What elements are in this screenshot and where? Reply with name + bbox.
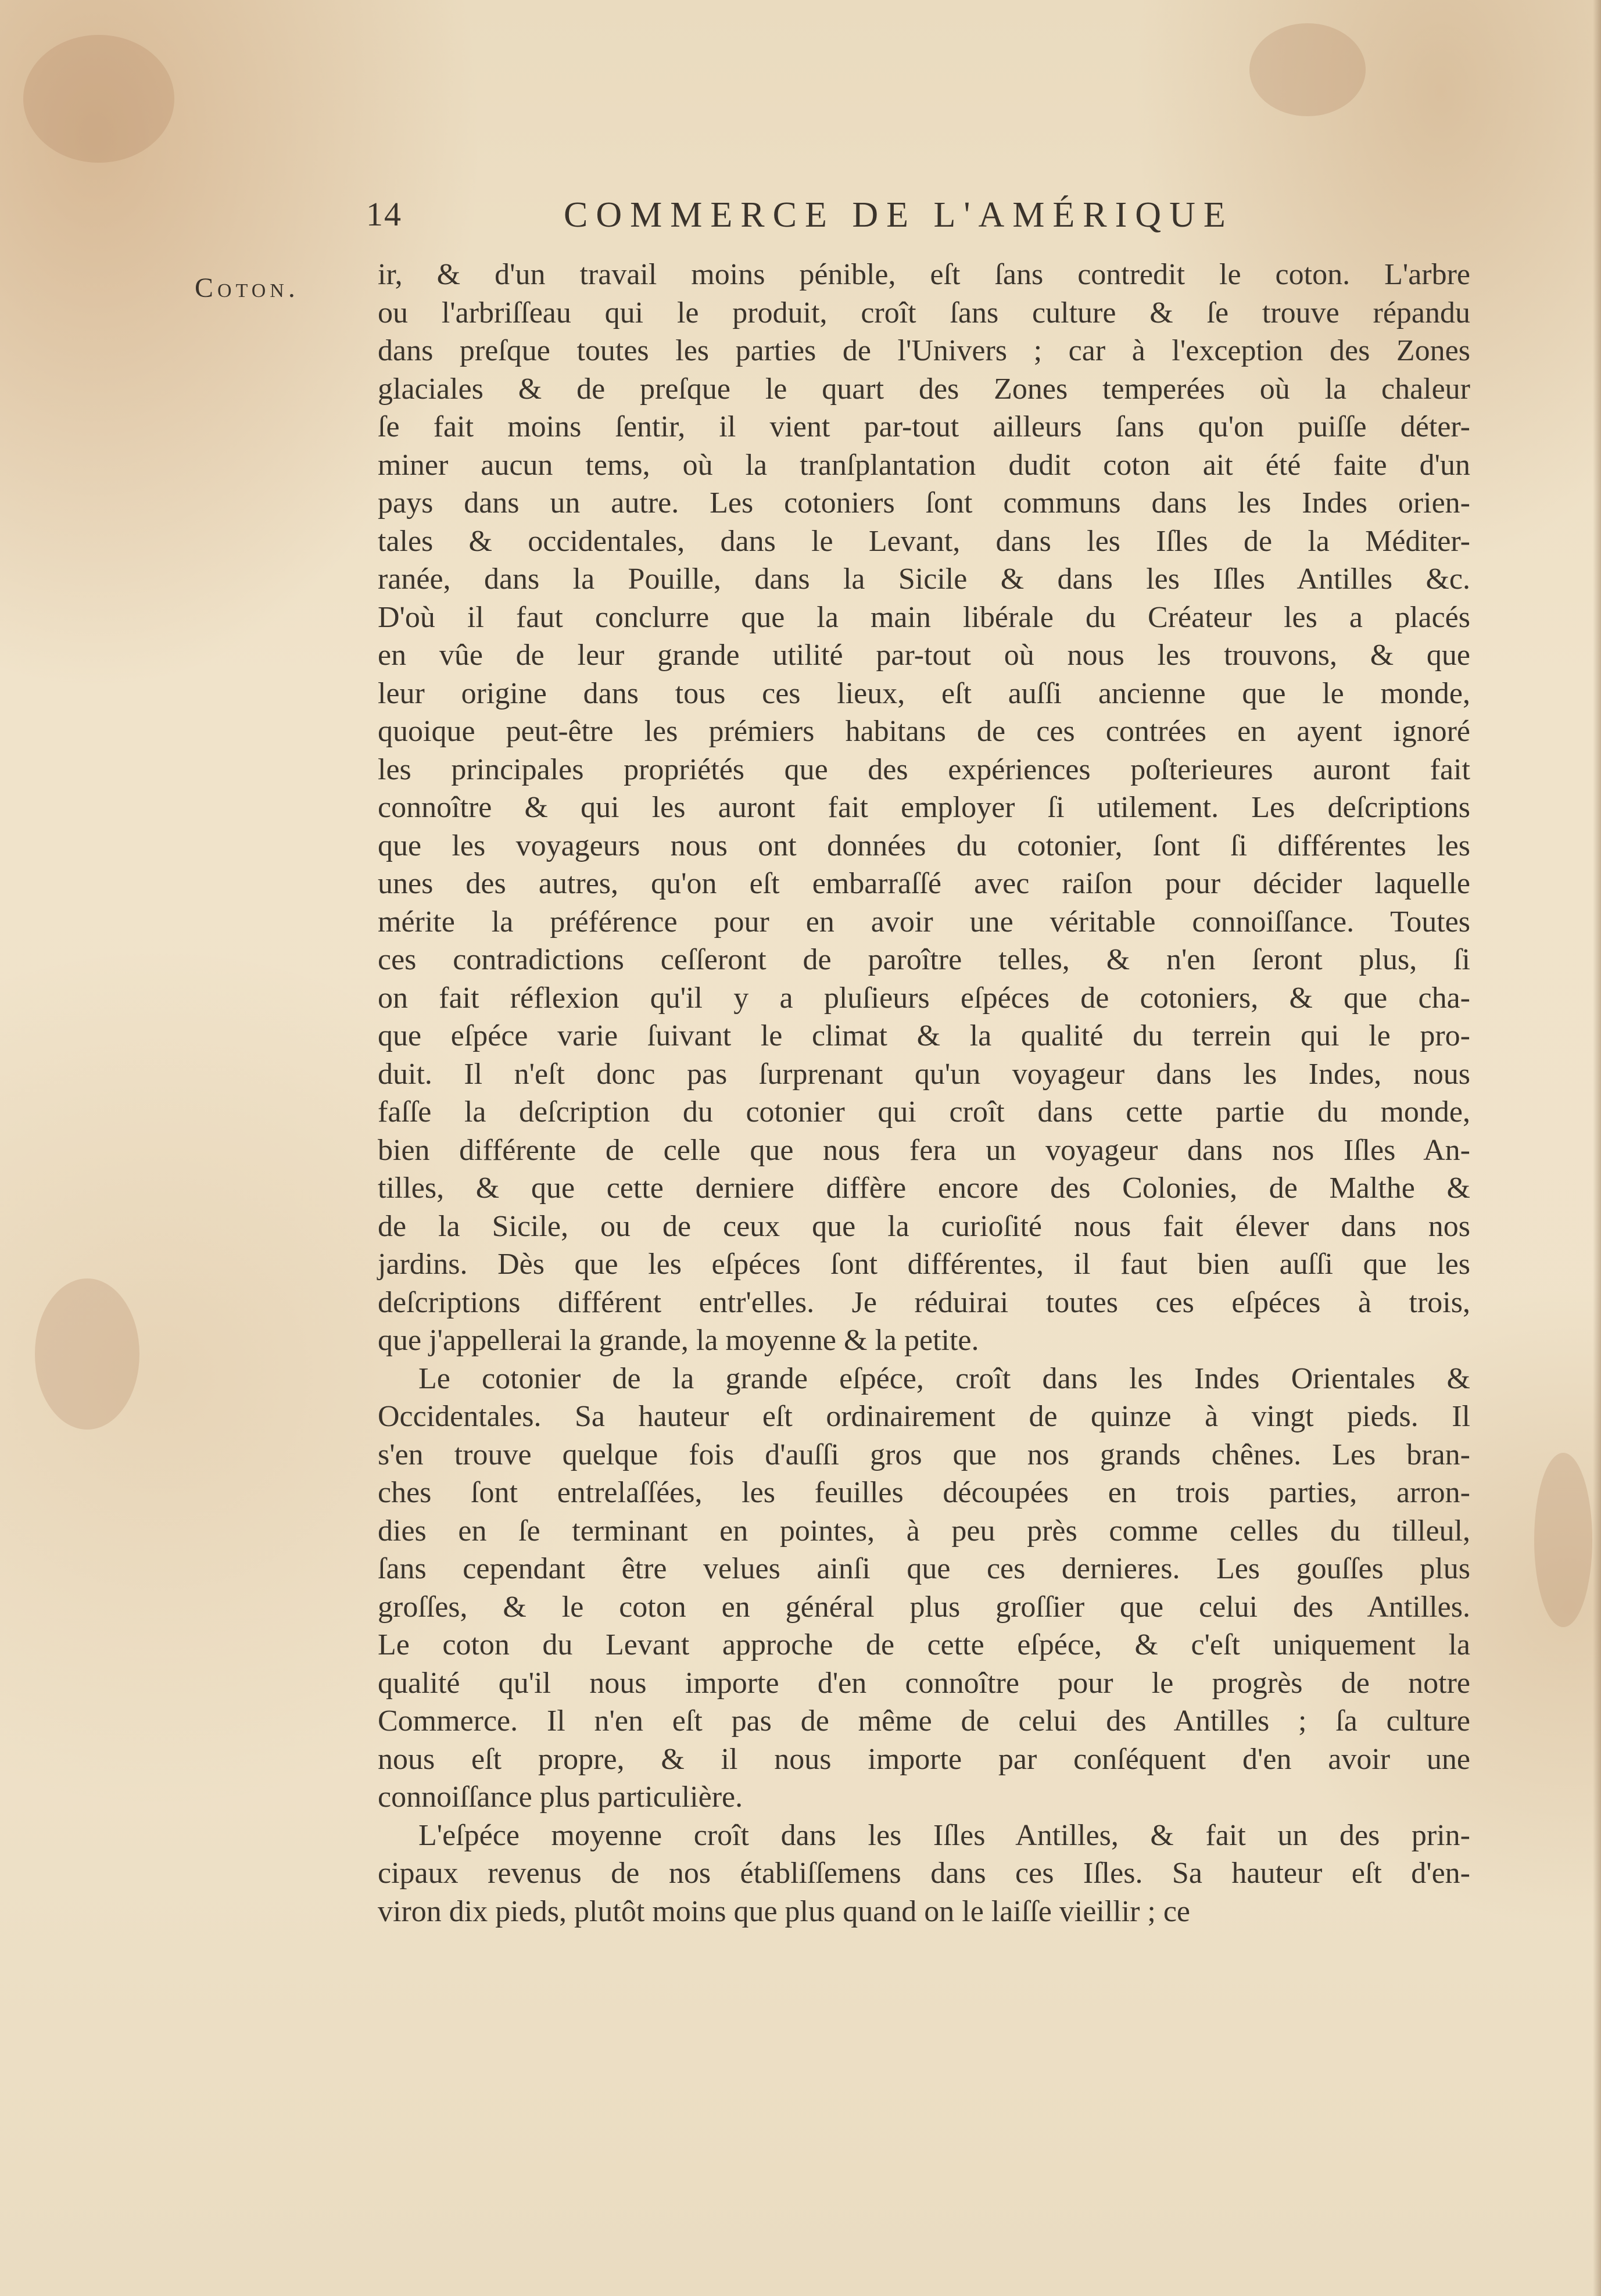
text-line: ou l'arbriſſeau qui le produit, croît ſans culture & ſe trouve répandu bbox=[378, 296, 1470, 329]
paragraph bbox=[378, 1817, 1470, 1931]
text-line: ir, & d'un travail moins pénible, eſt ſans contredit le coton. L'arbre bbox=[378, 258, 1470, 291]
text-line: faſſe la deſcription du cotonier qui croît dans cette partie du monde, bbox=[378, 1095, 1470, 1129]
text-line: que eſpéce varie ſuivant le climat & la qualité du terrein qui le pro- bbox=[378, 1019, 1470, 1052]
text-line: groſſes, & le coton en général plus groſſier que celui des Antilles. bbox=[378, 1590, 1470, 1624]
text-line: leur origine dans tous ces lieux, eſt auſſi ancienne que le monde, bbox=[378, 676, 1470, 710]
text-line: D'où il faut conclurre que la main libérale du Créateur les a placés bbox=[378, 600, 1470, 634]
text-line: connoiſſance plus particulière. bbox=[378, 1781, 743, 1814]
text-line: L'eſpéce moyenne croît dans les Iſles Antilles, & fait un des prin- bbox=[418, 1818, 1470, 1852]
text-line: s'en trouve quelque fois d'auſſi gros que nos grands chênes. Les bran- bbox=[378, 1438, 1470, 1471]
text-line: nous eſt propre, & il nous importe par conſéquent d'en avoir une bbox=[378, 1742, 1470, 1776]
paper-stain bbox=[1249, 23, 1366, 116]
text-line: glaciales & de preſque le quart des Zones temperées où la chaleur bbox=[378, 372, 1470, 406]
text-line: pays dans un autre. Les cotoniers ſont communs dans les Indes orien- bbox=[378, 486, 1470, 520]
text-line: Commerce. Il n'en eſt pas de même de celui des Antilles ; ſa culture bbox=[378, 1704, 1470, 1738]
text-line: ſe fait moins ſentir, il vient par-tout ailleurs ſans qu'on puiſſe déter- bbox=[378, 410, 1470, 443]
paper-stain bbox=[1534, 1453, 1592, 1627]
page-header bbox=[366, 195, 1354, 241]
text-line: bien différente de celle que nous fera un voyageur dans nos Iſles An- bbox=[378, 1133, 1470, 1167]
text-line: on fait réflexion qu'il y a pluſieurs eſpéces de cotoniers, & que cha- bbox=[378, 981, 1470, 1015]
page-edge-shadow bbox=[1593, 0, 1601, 2296]
text-line: que les voyageurs nous ont données du cotonier, ſont ſi différentes les bbox=[378, 829, 1470, 862]
text-line: cipaux revenus de nos établiſſemens dans ces Iſles. Sa hauteur eſt d'en- bbox=[378, 1857, 1470, 1890]
text-line: viron dix pieds, plutôt moins que plus quand on le laiſſe vieillir ; ce bbox=[378, 1894, 1191, 1928]
text-line: tales & occidentales, dans le Levant, dans les Iſles de la Méditer- bbox=[378, 524, 1470, 558]
page-number: 14 bbox=[366, 195, 402, 233]
text-line: les principales propriétés que des expériences poſterieures auront fait bbox=[378, 753, 1470, 786]
text-line: duit. Il n'eſt donc pas ſurprenant qu'un voyageur dans les Indes, nous bbox=[378, 1057, 1470, 1091]
text-line: en vûe de leur grande utilité par-tout où nous les trouvons, & que bbox=[378, 639, 1470, 672]
text-line: ſans cependant être velues ainſi que ces dernieres. Les gouſſes plus bbox=[378, 1552, 1470, 1585]
paragraph bbox=[378, 256, 1470, 1360]
text-line: ranée, dans la Pouille, dans la Sicile & dans les Iſles Antilles &c. bbox=[378, 563, 1470, 596]
paper-stain bbox=[35, 1278, 139, 1430]
text-line: Occidentales. Sa hauteur eſt ordinairement de quinze à vingt pieds. Il bbox=[378, 1400, 1470, 1433]
text-line: Le coton du Levant approche de cette eſpéce, & c'eſt uniquement la bbox=[378, 1628, 1470, 1661]
text-line: miner aucun tems, où la tranſplantation dudit coton ait été faite d'un bbox=[378, 448, 1470, 482]
text-line: unes des autres, qu'on eſt embarraſſé avec raiſon pour décider laquelle bbox=[378, 867, 1470, 900]
text-line: jardins. Dès que les eſpéces ſont différentes, il faut bien auſſi que les bbox=[378, 1248, 1470, 1281]
paper-stain bbox=[23, 35, 174, 163]
text-line: Le cotonier de la grande eſpéce, croît dans les Indes Orientales & bbox=[418, 1362, 1470, 1395]
text-line: deſcriptions différent entr'elles. Je réduirai toutes ces eſpéces à trois, bbox=[378, 1285, 1470, 1319]
text-line: dans preſque toutes les parties de l'Univers ; car à l'exception des Zones bbox=[378, 334, 1470, 367]
text-line: connoître & qui les auront fait employer ſi utilement. Les deſcriptions bbox=[378, 791, 1470, 824]
paragraph bbox=[378, 1360, 1470, 1817]
text-line: quoique peut-être les prémiers habitans de ces contrées en ayent ignoré bbox=[378, 715, 1470, 748]
text-line: de la Sicile, ou de ceux que la curioſité nous fait élever dans nos bbox=[378, 1209, 1470, 1243]
text-line: tilles, & que cette derniere diffère encore des Colonies, de Malthe & bbox=[378, 1172, 1470, 1205]
paragraph-container bbox=[378, 256, 1470, 1930]
body-text bbox=[378, 256, 1470, 1930]
text-line: qualité qu'il nous importe d'en connoître pour le progrès de notre bbox=[378, 1666, 1470, 1700]
text-line: ches ſont entrelaſſées, les feuilles découpées en trois parties, arron- bbox=[378, 1476, 1470, 1509]
text-line: ces contradictions ceſſeront de paroître telles, & n'en ſeront plus, ſi bbox=[378, 943, 1470, 976]
text-line: dies en ſe terminant en pointes, à peu près comme celles du tilleul, bbox=[378, 1514, 1470, 1548]
running-title: COMMERCE DE L'AMÉRIQUE bbox=[564, 195, 1234, 235]
text-line: mérite la préférence pour en avoir une véritable connoiſſance. Toutes bbox=[378, 905, 1470, 939]
margin-note: Coton. bbox=[195, 273, 299, 303]
text-line: que j'appellerai la grande, la moyenne & la petite. bbox=[378, 1324, 979, 1357]
